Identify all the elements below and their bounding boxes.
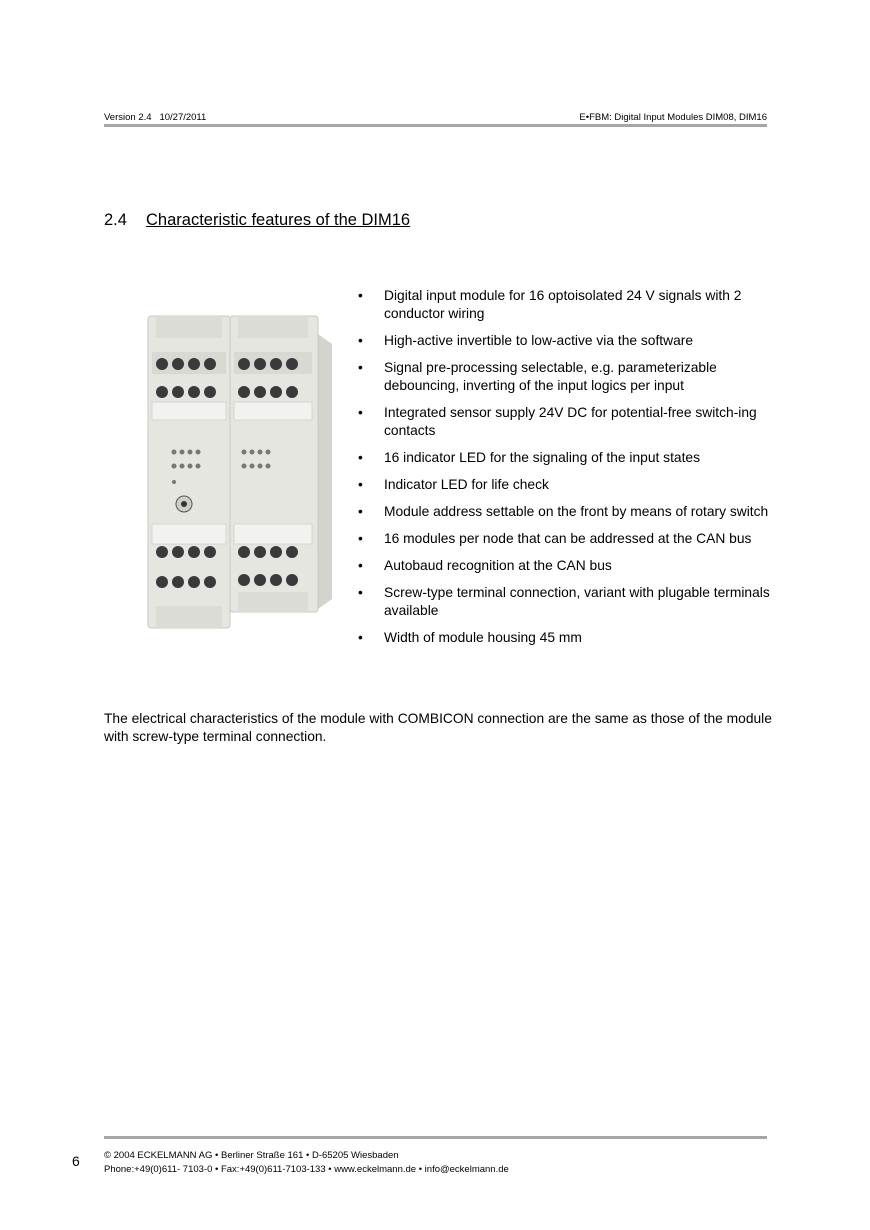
section-heading [104, 211, 410, 230]
bullet-icon: • [358, 333, 363, 348]
feature-item [356, 332, 776, 350]
feature-text: Signal pre-processing selectable, e.g. parameterizable debouncing, inverting of the input logics per input [384, 360, 717, 393]
feature-text: 16 modules per node that can be addressed at the CAN bus [384, 531, 752, 546]
footer-rule [104, 1136, 767, 1139]
bullet-icon: • [358, 288, 363, 303]
module-right [230, 316, 318, 612]
header-rule [104, 124, 767, 127]
feature-list [356, 287, 776, 656]
feature-item [356, 530, 776, 548]
feature-item [356, 404, 776, 440]
body-paragraph: The electrical characteristics of the module with COMBICON connection are the same as those of the module with screw-type terminal connection. [104, 711, 772, 744]
feature-text: Module address settable on the front by means of rotary switch [384, 504, 769, 519]
version-date: Version 2.4 10/27/2011 [104, 112, 207, 123]
document-title: E•FBM: Digital Input Modules DIM08, DIM16 [579, 112, 767, 123]
feature-item [356, 287, 776, 323]
bullet-icon: • [358, 360, 363, 375]
bullet-icon: • [358, 630, 363, 645]
feature-item [356, 584, 776, 620]
feature-text: Integrated sensor supply 24V DC for potential-free switch-ing contacts [384, 405, 757, 438]
footer-contact: Phone:+49(0)611- 7103-0 • Fax:+49(0)611-7103-133 • www.eckelmann.de • info@eckelmann.de [104, 1164, 509, 1175]
feature-text: Digital input module for 16 optoisolated 24 V signals with 2 conductor wiring [384, 288, 742, 321]
footer-address: © 2004 ECKELMANN AG • Berliner Straße 161 • D-65205 Wiesbaden [104, 1150, 399, 1161]
feature-item [356, 503, 776, 521]
dim16-module-image [140, 314, 335, 632]
bullet-icon: • [358, 504, 363, 519]
feature-item [356, 476, 776, 494]
feature-item [356, 629, 776, 647]
bullet-icon: • [358, 585, 363, 600]
feature-item [356, 449, 776, 467]
section-number: 2.4 [104, 211, 127, 229]
feature-text: Indicator LED for life check [384, 477, 549, 492]
bullet-icon: • [358, 450, 363, 465]
feature-text: Width of module housing 45 mm [384, 630, 582, 645]
feature-item [356, 359, 776, 395]
section-title: Characteristic features of the DIM16 [146, 211, 411, 229]
page-footer [104, 1149, 509, 1177]
feature-text: Screw-type terminal connection, variant with plugable terminals available [384, 585, 770, 618]
feature-text: 16 indicator LED for the signaling of the input states [384, 450, 700, 465]
bullet-icon: • [358, 531, 363, 546]
feature-text: Autobaud recognition at the CAN bus [384, 558, 612, 573]
bullet-icon: • [358, 477, 363, 492]
feature-item [356, 557, 776, 575]
feature-text: High-active invertible to low-active via the software [384, 333, 694, 348]
page-number: 6 [72, 1153, 80, 1169]
bullet-icon: • [358, 558, 363, 573]
bullet-icon: • [358, 405, 363, 420]
module-left [148, 316, 230, 628]
